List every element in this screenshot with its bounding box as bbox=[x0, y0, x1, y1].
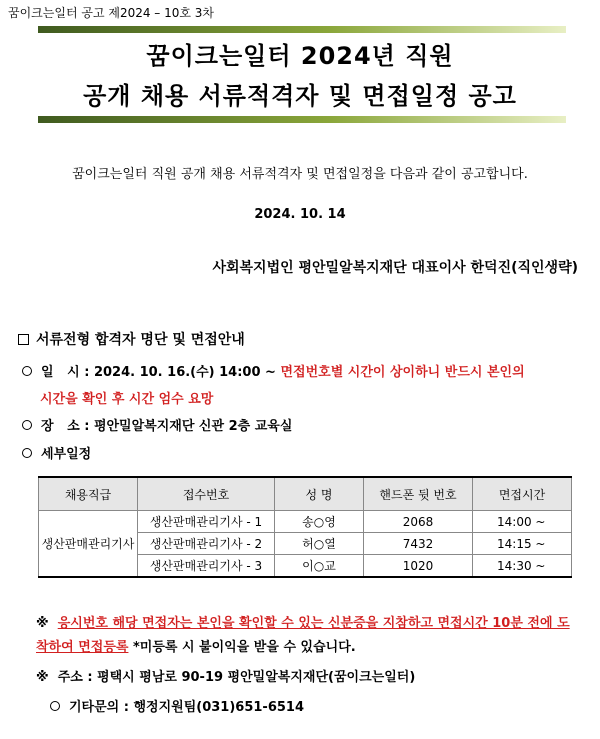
interview-schedule-table bbox=[38, 476, 572, 578]
title-bottom-bar bbox=[38, 116, 566, 123]
circle-bullet-icon bbox=[22, 366, 32, 376]
cell-category: 생산판매관리기사 bbox=[39, 511, 138, 578]
cell-name: 이○교 bbox=[275, 555, 364, 578]
circle-bullet-icon bbox=[22, 448, 32, 458]
cell-receipt: 생산판매관리기사 - 3 bbox=[138, 555, 275, 578]
notice-number: 꿈이크는일터 공고 제2024 – 10호 3차 bbox=[8, 6, 215, 20]
cell-receipt: 생산판매관리기사 - 1 bbox=[138, 511, 275, 533]
table-row bbox=[39, 511, 572, 533]
header-receipt: 접수번호 bbox=[138, 477, 275, 511]
cell-time: 14:15 ~ bbox=[473, 533, 572, 555]
intro-text: 꿈이크는일터 직원 공개 채용 서류적격자 및 면접일정을 다음과 같이 공고합니다. bbox=[72, 167, 528, 182]
datetime-label: 일 시 : 2024. 10. 16.(수) 14:00 ~ bbox=[41, 365, 276, 380]
contact-text: 기타문의 : 행정지원팀(031)651-6514 bbox=[69, 700, 305, 715]
id-notice-rest: *미등록 시 불이익을 받을 수 있습니다. bbox=[128, 640, 356, 655]
header-position: 채용직급 bbox=[39, 477, 138, 511]
table-header-row bbox=[39, 477, 572, 511]
header-phone: 핸드폰 뒷 번호 bbox=[364, 477, 473, 511]
title-top-bar bbox=[38, 26, 566, 33]
notice-mark: ※ bbox=[36, 616, 49, 631]
schedule-line bbox=[22, 443, 91, 462]
cell-time: 14:00 ~ bbox=[473, 511, 572, 533]
cell-name: 송○영 bbox=[275, 511, 364, 533]
datetime-warning-1: 면접번호별 시간이 상이하니 반드시 본인의 bbox=[280, 365, 525, 380]
circle-bullet-icon bbox=[50, 701, 60, 711]
cell-phone: 2068 bbox=[364, 511, 473, 533]
cell-time: 14:30 ~ bbox=[473, 555, 572, 578]
notice-date: 2024. 10. 14 bbox=[254, 207, 346, 222]
contact-line bbox=[50, 696, 304, 715]
place-text: 장 소 : 평안밀알복지재단 신관 2층 교육실 bbox=[41, 419, 293, 434]
id-notice bbox=[36, 612, 576, 660]
circle-bullet-icon bbox=[22, 420, 32, 430]
datetime-line bbox=[22, 361, 525, 380]
header-time: 면접시간 bbox=[473, 477, 572, 511]
datetime-warning-2: 시간을 확인 후 시간 엄수 요망 bbox=[40, 392, 214, 407]
place-line bbox=[22, 415, 292, 434]
cell-receipt: 생산판매관리기사 - 2 bbox=[138, 533, 275, 555]
cell-phone: 7432 bbox=[364, 533, 473, 555]
header-name: 성 명 bbox=[275, 477, 364, 511]
section-heading bbox=[18, 329, 245, 349]
section-title: 서류전형 합격자 명단 및 면접안내 bbox=[36, 332, 245, 348]
page-title-line-2: 공개 채용 서류적격자 및 면접일정 공고 bbox=[83, 82, 517, 110]
cell-name: 허○열 bbox=[275, 533, 364, 555]
schedule-label: 세부일정 bbox=[41, 447, 92, 462]
square-bullet-icon bbox=[18, 334, 29, 345]
cell-phone: 1020 bbox=[364, 555, 473, 578]
id-notice-warning: 응시번호 해당 면접자는 본인을 확인할 수 있는 신분증을 지참하고 면접시간 10분 전에 도착하여 면접등록 bbox=[36, 616, 570, 655]
page-title-line-1: 꿈이크는일터 2024년 직원 bbox=[146, 42, 454, 70]
organization-signature: 사회복지법인 평안밀알복지재단 대표이사 한덕진(직인생략) bbox=[212, 260, 578, 276]
address-line: ※ 주소 : 평택시 평남로 90-19 평안밀알복지재단(꿈이크는일터) bbox=[36, 670, 416, 685]
